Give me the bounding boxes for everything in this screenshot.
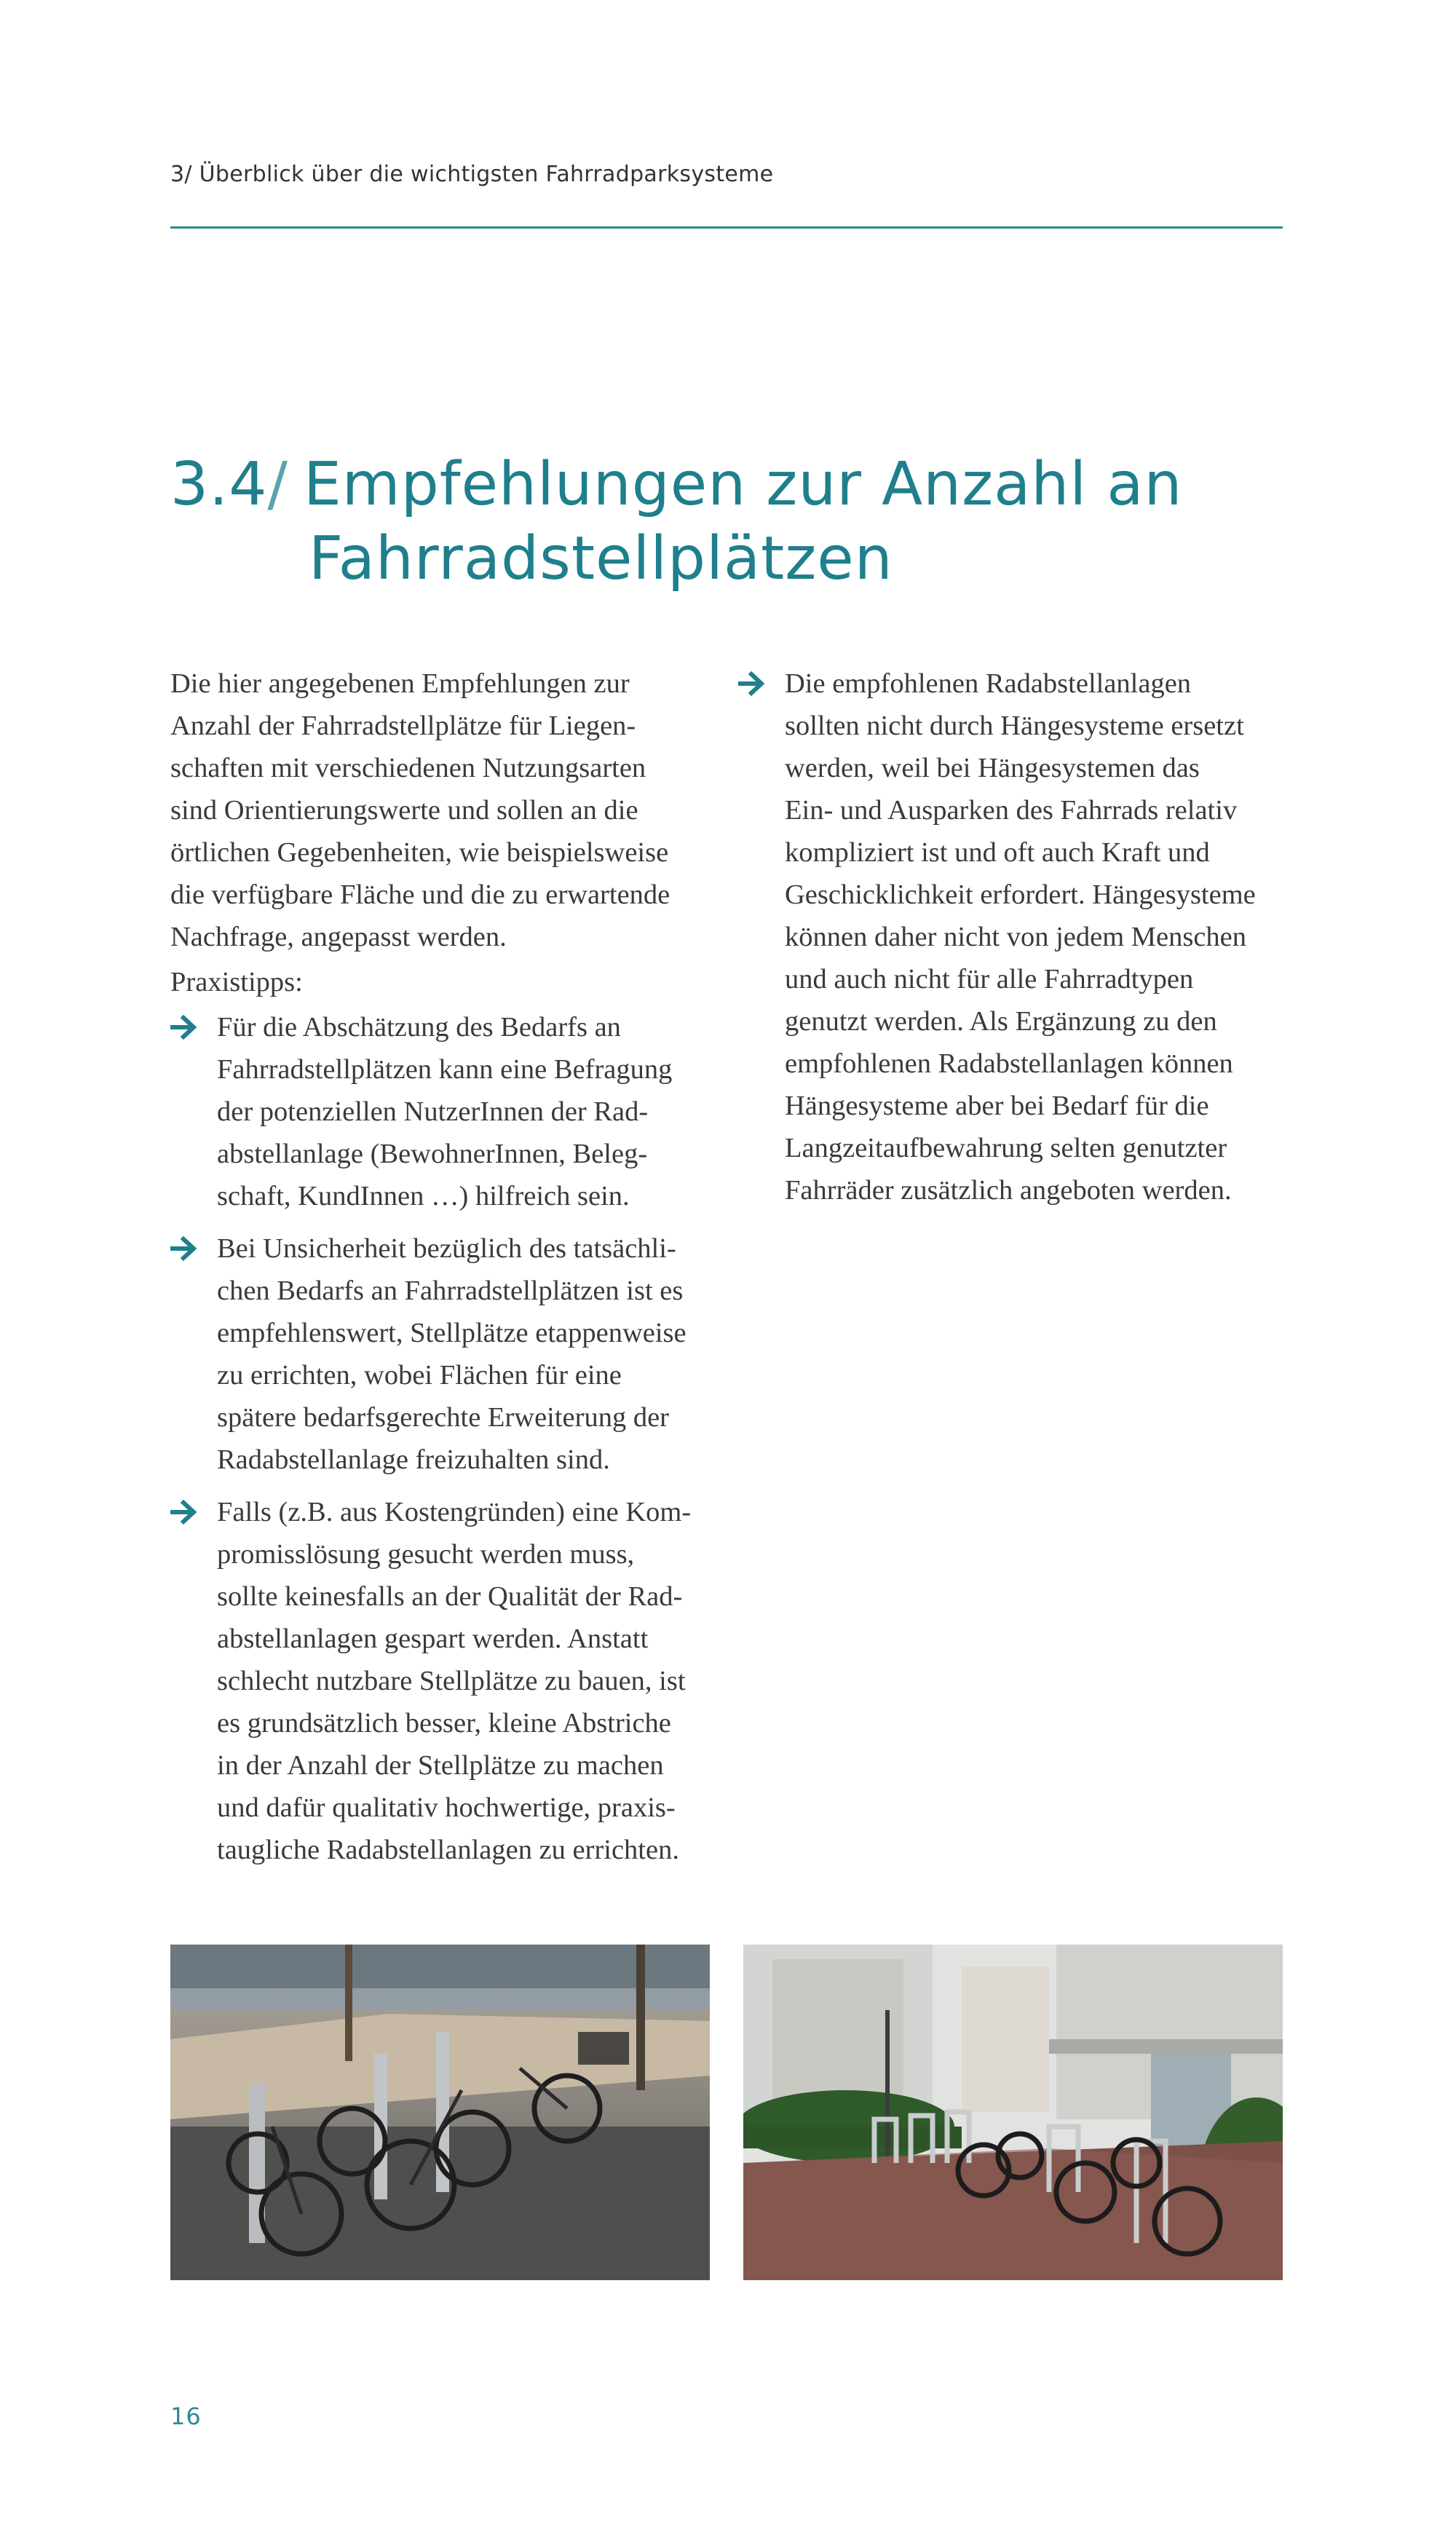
- tip-line: in der Anzahl der Stellplätze zu machen: [217, 1750, 664, 1781]
- tip-line: abstellanlagen gespart werden. Anstatt: [217, 1624, 649, 1654]
- tip-item: [738, 663, 1291, 1211]
- section-number-slash: /: [267, 450, 289, 519]
- tip-line: Fahrradstellplätzen kann eine Befragung: [217, 1054, 673, 1085]
- tip-line: chen Bedarfs an Fahrradstellplätzen ist es: [217, 1276, 684, 1306]
- intro-line: Die hier angegebenen Empfehlungen zur: [170, 668, 630, 699]
- intro-line: Anzahl der Fahrradstellplätze für Liegen-: [170, 711, 636, 741]
- arrow-right-icon: [738, 671, 767, 696]
- photo-bike-stands-street: [170, 1945, 710, 2280]
- tip-line: schlecht nutzbare Stellplätze zu bauen, ist: [217, 1666, 686, 1696]
- right-column: [738, 663, 1291, 1211]
- running-header: 3/ Überblick über die wichtigsten Fahrradparksysteme: [170, 162, 774, 187]
- section-number-value: 3.4: [170, 450, 268, 519]
- tip-line: Für die Abschätzung des Bedarfs an: [217, 1012, 621, 1043]
- tip-item: [170, 1227, 731, 1481]
- left-column: [170, 663, 731, 1871]
- tip-line: Hängesysteme aber bei Bedarf für die: [785, 1091, 1209, 1121]
- tip-line: taugliche Radabstellanlagen zu errichten.: [217, 1835, 679, 1865]
- praxis-label: Praxistipps:: [170, 967, 303, 997]
- tip-item: [170, 1491, 731, 1871]
- tip-item: [170, 1006, 731, 1217]
- tip-line: Falls (z.B. aus Kostengründen) eine Kom-: [217, 1497, 692, 1527]
- tip-line: der potenziellen NutzerInnen der Rad-: [217, 1096, 649, 1127]
- tip-line: kompliziert ist und oft auch Kraft und: [785, 837, 1210, 868]
- arrow-right-icon: [170, 1015, 199, 1040]
- tip-line: Ein- und Ausparken des Fahrrads relativ: [785, 795, 1238, 826]
- tip-line: abstellanlage (BewohnerInnen, Beleg-: [217, 1139, 648, 1169]
- page-number: 16: [170, 2402, 202, 2430]
- intro-line: sind Orientierungswerte und sollen an die: [170, 795, 638, 826]
- tip-line: Langzeitaufbewahrung selten genutzter: [785, 1133, 1227, 1163]
- tip-line: können daher nicht von jedem Menschen: [785, 922, 1246, 952]
- section-number: [170, 448, 304, 522]
- tip-line: sollte keinesfalls an der Qualität der Rad-: [217, 1581, 683, 1612]
- tip-line: und dafür qualitativ hochwertige, praxis-: [217, 1792, 676, 1823]
- tip-line: Die empfohlenen Radabstellanlagen: [785, 668, 1192, 699]
- tip-line: empfohlenen Radabstellanlagen können: [785, 1048, 1233, 1079]
- tip-line: zu errichten, wobei Flächen für eine: [217, 1360, 622, 1391]
- tip-line: promisslösung gesucht werden muss,: [217, 1539, 635, 1570]
- tip-line: sollten nicht durch Hängesysteme ersetzt: [785, 711, 1244, 741]
- tip-line: Bei Unsicherheit bezüglich des tatsächli-: [217, 1233, 676, 1264]
- tip-line: genutzt werden. Als Ergänzung zu den: [785, 1006, 1217, 1037]
- intro-line: Nachfrage, angepasst werden.: [170, 922, 507, 952]
- arrow-right-icon: [170, 1500, 199, 1524]
- section-title: [170, 448, 1182, 596]
- intro-line: örtlichen Gegebenheiten, wie beispielsweise: [170, 837, 669, 868]
- section-title-line-1: Empfehlungen zur Anzahl an: [304, 450, 1183, 519]
- tip-line: Radabstellanlage freizuhalten sind.: [217, 1444, 610, 1475]
- intro-line: die verfügbare Fläche und die zu erwartende: [170, 879, 670, 910]
- header-rule: [170, 226, 1283, 229]
- intro-line: schaften mit verschiedenen Nutzungsarten: [170, 753, 646, 783]
- intro-paragraph: [170, 663, 731, 958]
- tip-line: werden, weil bei Hängesystemen das: [785, 753, 1200, 783]
- tip-line: es grundsätzlich besser, kleine Abstriche: [217, 1708, 671, 1739]
- photo-bike-stands-residential-image: [743, 1945, 1283, 2280]
- tip-line: spätere bedarfsgerechte Erweiterung der: [217, 1402, 670, 1433]
- arrow-right-icon: [170, 1236, 199, 1261]
- tip-line: schaft, KundInnen …) hilfreich sein.: [217, 1181, 630, 1211]
- photo-bike-stands-street-image: [170, 1945, 710, 2280]
- tip-line: Geschicklichkeit erfordert. Hängesysteme: [785, 879, 1256, 910]
- section-title-line-2: Fahrradstellplätzen: [309, 524, 893, 593]
- tip-line: und auch nicht für alle Fahrradtypen: [785, 964, 1194, 994]
- photo-bike-stands-residential: [743, 1945, 1283, 2280]
- tip-line: empfehlenswert, Stellplätze etappenweise: [217, 1318, 687, 1348]
- tip-line: Fahrräder zusätzlich angeboten werden.: [785, 1175, 1232, 1206]
